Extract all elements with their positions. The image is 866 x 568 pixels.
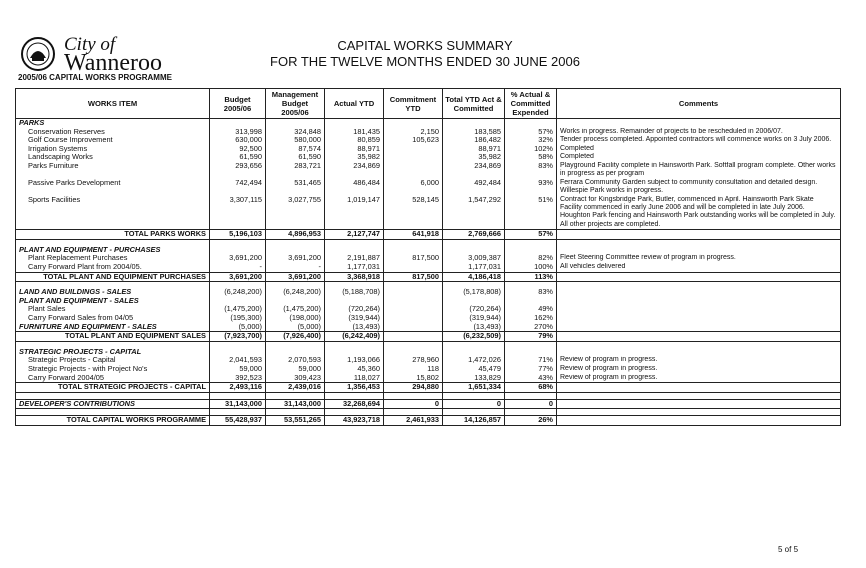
value-cell: [443, 246, 505, 255]
value-cell: [210, 246, 266, 255]
value-cell: [384, 332, 443, 342]
comment-cell: [557, 383, 841, 393]
value-cell: 234,869: [443, 162, 505, 179]
col-header: WORKS ITEM: [16, 89, 210, 119]
value-cell: [384, 323, 443, 332]
works-item-cell: TOTAL PLANT AND EQUIPMENT PURCHASES: [16, 272, 210, 282]
value-cell: [384, 409, 443, 416]
value-cell: [443, 409, 505, 416]
city-name-line1: City of: [64, 34, 116, 55]
works-item-cell: Strategic Projects - Capital: [16, 356, 210, 365]
value-cell: 1,019,147: [325, 196, 384, 230]
value-cell: [384, 153, 443, 162]
value-cell: (1,475,200): [210, 305, 266, 314]
value-cell: 87,574: [266, 145, 325, 154]
comment-cell: [557, 272, 841, 282]
works-item-cell: Strategic Projects - with Project No's: [16, 365, 210, 374]
table-row: [16, 409, 841, 416]
works-item-cell: Conservation Reserves: [16, 128, 210, 137]
table-row: [16, 365, 841, 374]
value-cell: [384, 288, 443, 297]
comment-cell: All vehicles delivered: [557, 263, 841, 272]
value-cell: 43,923,718: [325, 416, 384, 426]
value-cell: (198,000): [266, 314, 325, 323]
table-row: [16, 246, 841, 255]
page-number: 5 of 5: [778, 545, 799, 554]
value-cell: 3,691,200: [210, 254, 266, 263]
value-cell: 294,880: [384, 383, 443, 393]
value-cell: 2,070,593: [266, 356, 325, 365]
comment-cell: Completed: [557, 153, 841, 162]
table-row: [16, 374, 841, 383]
value-cell: [384, 145, 443, 154]
table-row: [16, 162, 841, 179]
works-item-cell: Carry Forward Sales from 04/05: [16, 314, 210, 323]
value-cell: 57%: [505, 230, 557, 240]
value-cell: [325, 348, 384, 357]
comment-cell: Review of program in progress.: [557, 374, 841, 383]
value-cell: [210, 392, 266, 399]
table-row: [16, 314, 841, 323]
comment-cell: Tender process completed. Appointed contractors will commence works on 3 July 2006.: [557, 136, 841, 145]
value-cell: [384, 348, 443, 357]
value-cell: 2,127,747: [325, 230, 384, 240]
table-row: [16, 128, 841, 137]
value-cell: [443, 119, 505, 128]
value-cell: 234,869: [325, 162, 384, 179]
table-header-row: [16, 89, 841, 119]
value-cell: 105,623: [384, 136, 443, 145]
table-row: [16, 332, 841, 342]
table-row: [16, 119, 841, 128]
works-item-cell: TOTAL PLANT AND EQUIPMENT SALES: [16, 332, 210, 342]
value-cell: 641,918: [384, 230, 443, 240]
value-cell: 392,523: [210, 374, 266, 383]
value-cell: -: [266, 263, 325, 272]
value-cell: [505, 246, 557, 255]
value-cell: [505, 392, 557, 399]
value-cell: 1,651,334: [443, 383, 505, 393]
works-item-cell: PARKS: [16, 119, 210, 128]
value-cell: [384, 314, 443, 323]
value-cell: 278,960: [384, 356, 443, 365]
comment-cell: [557, 119, 841, 128]
table-row: [16, 383, 841, 393]
col-header: Comments: [557, 89, 841, 119]
value-cell: 59,000: [266, 365, 325, 374]
value-cell: 113%: [505, 272, 557, 282]
value-cell: 92,500: [210, 145, 266, 154]
value-cell: 492,484: [443, 179, 505, 196]
value-cell: [266, 392, 325, 399]
value-cell: (319,944): [325, 314, 384, 323]
col-header: Budget 2005/06: [210, 89, 266, 119]
value-cell: 162%: [505, 314, 557, 323]
works-item-cell: Irrigation Systems: [16, 145, 210, 154]
works-item-cell: Plant Sales: [16, 305, 210, 314]
value-cell: 35,982: [325, 153, 384, 162]
value-cell: 3,691,200: [210, 272, 266, 282]
works-item-cell: PLANT AND EQUIPMENT - SALES: [16, 297, 210, 306]
works-item-cell: [16, 392, 210, 399]
table-row: [16, 348, 841, 357]
value-cell: 580,000: [266, 136, 325, 145]
table-body: [16, 119, 841, 426]
comment-cell: Review of program in progress.: [557, 365, 841, 374]
value-cell: 3,009,387: [443, 254, 505, 263]
city-seal-icon: [20, 36, 56, 72]
value-cell: [325, 246, 384, 255]
value-cell: 3,307,115: [210, 196, 266, 230]
value-cell: 68%: [505, 383, 557, 393]
value-cell: 1,177,031: [325, 263, 384, 272]
value-cell: 83%: [505, 288, 557, 297]
value-cell: 1,193,066: [325, 356, 384, 365]
table-row: [16, 230, 841, 240]
city-name-line2: Wanneroo: [64, 50, 163, 76]
value-cell: 0: [443, 399, 505, 409]
table-row: [16, 196, 841, 230]
table-row: [16, 392, 841, 399]
value-cell: (319,944): [443, 314, 505, 323]
value-cell: [384, 119, 443, 128]
value-cell: 93%: [505, 179, 557, 196]
table-row: [16, 145, 841, 154]
value-cell: -: [210, 263, 266, 272]
value-cell: [443, 297, 505, 306]
value-cell: 43%: [505, 374, 557, 383]
value-cell: 3,368,918: [325, 272, 384, 282]
value-cell: 61,590: [210, 153, 266, 162]
value-cell: 528,145: [384, 196, 443, 230]
value-cell: 118,027: [325, 374, 384, 383]
comment-cell: [557, 348, 841, 357]
value-cell: 2,493,116: [210, 383, 266, 393]
works-item-cell: [16, 409, 210, 416]
value-cell: 817,500: [384, 254, 443, 263]
value-cell: 3,691,200: [266, 272, 325, 282]
works-item-cell: Plant Replacement Purchases: [16, 254, 210, 263]
value-cell: 6,000: [384, 179, 443, 196]
works-item-cell: Sports Facilities: [16, 196, 210, 230]
value-cell: [384, 392, 443, 399]
value-cell: [384, 297, 443, 306]
value-cell: [325, 409, 384, 416]
value-cell: 324,848: [266, 128, 325, 137]
value-cell: (720,264): [443, 305, 505, 314]
value-cell: 14,126,857: [443, 416, 505, 426]
value-cell: 82%: [505, 254, 557, 263]
value-cell: (5,178,808): [443, 288, 505, 297]
works-item-cell: Passive Parks Development: [16, 179, 210, 196]
value-cell: [266, 348, 325, 357]
value-cell: 133,829: [443, 374, 505, 383]
value-cell: (6,248,200): [266, 288, 325, 297]
value-cell: 817,500: [384, 272, 443, 282]
value-cell: [505, 297, 557, 306]
value-cell: 486,484: [325, 179, 384, 196]
value-cell: 4,186,418: [443, 272, 505, 282]
value-cell: 270%: [505, 323, 557, 332]
programme-label: 2005/06 CAPITAL WORKS PROGRAMME: [18, 73, 172, 82]
report-subtitle: FOR THE TWELVE MONTHS ENDED 30 JUNE 2006: [270, 54, 580, 69]
value-cell: 15,802: [384, 374, 443, 383]
value-cell: 35,982: [443, 153, 505, 162]
works-item-cell: FURNITURE AND EQUIPMENT - SALES: [16, 323, 210, 332]
value-cell: [384, 246, 443, 255]
capital-works-table: [15, 88, 841, 426]
value-cell: 31,143,000: [266, 399, 325, 409]
value-cell: [505, 409, 557, 416]
value-cell: 293,656: [210, 162, 266, 179]
value-cell: (7,926,400): [266, 332, 325, 342]
comment-cell: [557, 416, 841, 426]
value-cell: 59,000: [210, 365, 266, 374]
value-cell: (6,232,509): [443, 332, 505, 342]
value-cell: [505, 119, 557, 128]
value-cell: [266, 409, 325, 416]
works-item-cell: Carry Forward 2004/05: [16, 374, 210, 383]
table-row: [16, 179, 841, 196]
value-cell: (5,188,708): [325, 288, 384, 297]
comment-cell: [557, 230, 841, 240]
comment-cell: [557, 288, 841, 297]
value-cell: 742,494: [210, 179, 266, 196]
value-cell: [384, 305, 443, 314]
value-cell: 100%: [505, 263, 557, 272]
value-cell: 49%: [505, 305, 557, 314]
value-cell: 26%: [505, 416, 557, 426]
table-row: [16, 288, 841, 297]
value-cell: 3,691,200: [266, 254, 325, 263]
value-cell: 2,769,666: [443, 230, 505, 240]
value-cell: 61,590: [266, 153, 325, 162]
value-cell: [325, 297, 384, 306]
value-cell: [443, 348, 505, 357]
table-row: [16, 136, 841, 145]
table-row: [16, 416, 841, 426]
value-cell: [266, 297, 325, 306]
value-cell: 1,177,031: [443, 263, 505, 272]
value-cell: [210, 348, 266, 357]
col-header: Actual YTD: [325, 89, 384, 119]
value-cell: 55,428,937: [210, 416, 266, 426]
value-cell: (1,475,200): [266, 305, 325, 314]
value-cell: [384, 162, 443, 179]
value-cell: (13,493): [443, 323, 505, 332]
value-cell: 77%: [505, 365, 557, 374]
value-cell: [210, 297, 266, 306]
value-cell: 32%: [505, 136, 557, 145]
value-cell: 88,971: [443, 145, 505, 154]
value-cell: [384, 263, 443, 272]
value-cell: 283,721: [266, 162, 325, 179]
comment-cell: Ferrara Community Garden subject to community consultation and detailed design. Willespie Park works in progress.: [557, 179, 841, 196]
value-cell: 2,150: [384, 128, 443, 137]
comment-cell: [557, 409, 841, 416]
value-cell: 57%: [505, 128, 557, 137]
value-cell: 80,859: [325, 136, 384, 145]
value-cell: (13,493): [325, 323, 384, 332]
value-cell: 0: [384, 399, 443, 409]
comment-cell: [557, 314, 841, 323]
value-cell: (6,248,200): [210, 288, 266, 297]
value-cell: 181,435: [325, 128, 384, 137]
comment-cell: Fleet Steering Committee review of program in progress.: [557, 254, 841, 263]
table-row: [16, 263, 841, 272]
value-cell: 630,000: [210, 136, 266, 145]
col-header: Commitment YTD: [384, 89, 443, 119]
value-cell: [266, 246, 325, 255]
value-cell: 53,551,265: [266, 416, 325, 426]
value-cell: 5,196,103: [210, 230, 266, 240]
works-item-cell: TOTAL CAPITAL WORKS PROGRAMME: [16, 416, 210, 426]
value-cell: 45,360: [325, 365, 384, 374]
comment-cell: Review of program in progress.: [557, 356, 841, 365]
value-cell: [210, 119, 266, 128]
value-cell: 186,482: [443, 136, 505, 145]
value-cell: 2,439,016: [266, 383, 325, 393]
value-cell: 32,268,694: [325, 399, 384, 409]
col-header: % Actual & Committed Expended: [505, 89, 557, 119]
value-cell: [505, 348, 557, 357]
comment-cell: Contract for Kingsbridge Park, Butler, commenced in April. Hainsworth Park Skate Facility commenced in early June 2006 and will be completed in late July 2006. Houghton Park fencing and Hainsworth Park outstanding works will be completed in July. All other projects are completed.: [557, 196, 841, 230]
value-cell: (195,300): [210, 314, 266, 323]
comment-cell: Playground Facility complete in Hainsworth Park. Softfall program complete. Other works in progress as per program: [557, 162, 841, 179]
comment-cell: [557, 332, 841, 342]
works-item-cell: LAND AND BUILDINGS - SALES: [16, 288, 210, 297]
works-item-cell: STRATEGIC PROJECTS - CAPITAL: [16, 348, 210, 357]
value-cell: 1,356,453: [325, 383, 384, 393]
col-header: Total YTD Act & Committed: [443, 89, 505, 119]
report-title: CAPITAL WORKS SUMMARY: [337, 38, 513, 53]
table-row: [16, 297, 841, 306]
comment-cell: Works in progress. Remainder of projects to be rescheduled in 2006/07.: [557, 128, 841, 137]
comment-cell: [557, 399, 841, 409]
value-cell: 4,896,953: [266, 230, 325, 240]
value-cell: [210, 409, 266, 416]
value-cell: 531,465: [266, 179, 325, 196]
value-cell: 2,191,887: [325, 254, 384, 263]
table-row: [16, 254, 841, 263]
comment-cell: [557, 297, 841, 306]
value-cell: (7,923,700): [210, 332, 266, 342]
comment-cell: [557, 392, 841, 399]
value-cell: 0: [505, 399, 557, 409]
value-cell: 3,027,755: [266, 196, 325, 230]
value-cell: 183,585: [443, 128, 505, 137]
works-item-cell: Parks Furniture: [16, 162, 210, 179]
value-cell: (720,264): [325, 305, 384, 314]
comment-cell: Completed: [557, 145, 841, 154]
table-row: [16, 305, 841, 314]
value-cell: 31,143,000: [210, 399, 266, 409]
value-cell: (5,000): [210, 323, 266, 332]
value-cell: 58%: [505, 153, 557, 162]
value-cell: 102%: [505, 145, 557, 154]
value-cell: 2,461,933: [384, 416, 443, 426]
value-cell: 79%: [505, 332, 557, 342]
value-cell: [325, 119, 384, 128]
value-cell: 1,472,026: [443, 356, 505, 365]
value-cell: 83%: [505, 162, 557, 179]
value-cell: 2,041,593: [210, 356, 266, 365]
value-cell: (5,000): [266, 323, 325, 332]
value-cell: 51%: [505, 196, 557, 230]
value-cell: 309,423: [266, 374, 325, 383]
works-item-cell: Golf Course Improvement: [16, 136, 210, 145]
value-cell: [266, 119, 325, 128]
value-cell: [325, 392, 384, 399]
comment-cell: [557, 246, 841, 255]
value-cell: 118: [384, 365, 443, 374]
works-item-cell: TOTAL STRATEGIC PROJECTS - CAPITAL: [16, 383, 210, 393]
value-cell: 45,479: [443, 365, 505, 374]
works-item-cell: PLANT AND EQUIPMENT - PURCHASES: [16, 246, 210, 255]
works-item-cell: DEVELOPER'S CONTRIBUTIONS: [16, 399, 210, 409]
value-cell: 88,971: [325, 145, 384, 154]
comment-cell: [557, 323, 841, 332]
table-row: [16, 323, 841, 332]
value-cell: 313,998: [210, 128, 266, 137]
value-cell: (6,242,409): [325, 332, 384, 342]
value-cell: 1,547,292: [443, 196, 505, 230]
comment-cell: [557, 305, 841, 314]
table-row: [16, 153, 841, 162]
table-row: [16, 272, 841, 282]
table-row: [16, 399, 841, 409]
works-item-cell: Carry Forward Plant from 2004/05.: [16, 263, 210, 272]
col-header: Management Budget 2005/06: [266, 89, 325, 119]
table-row: [16, 356, 841, 365]
value-cell: 71%: [505, 356, 557, 365]
works-item-cell: TOTAL PARKS WORKS: [16, 230, 210, 240]
value-cell: [443, 392, 505, 399]
works-item-cell: Landscaping Works: [16, 153, 210, 162]
